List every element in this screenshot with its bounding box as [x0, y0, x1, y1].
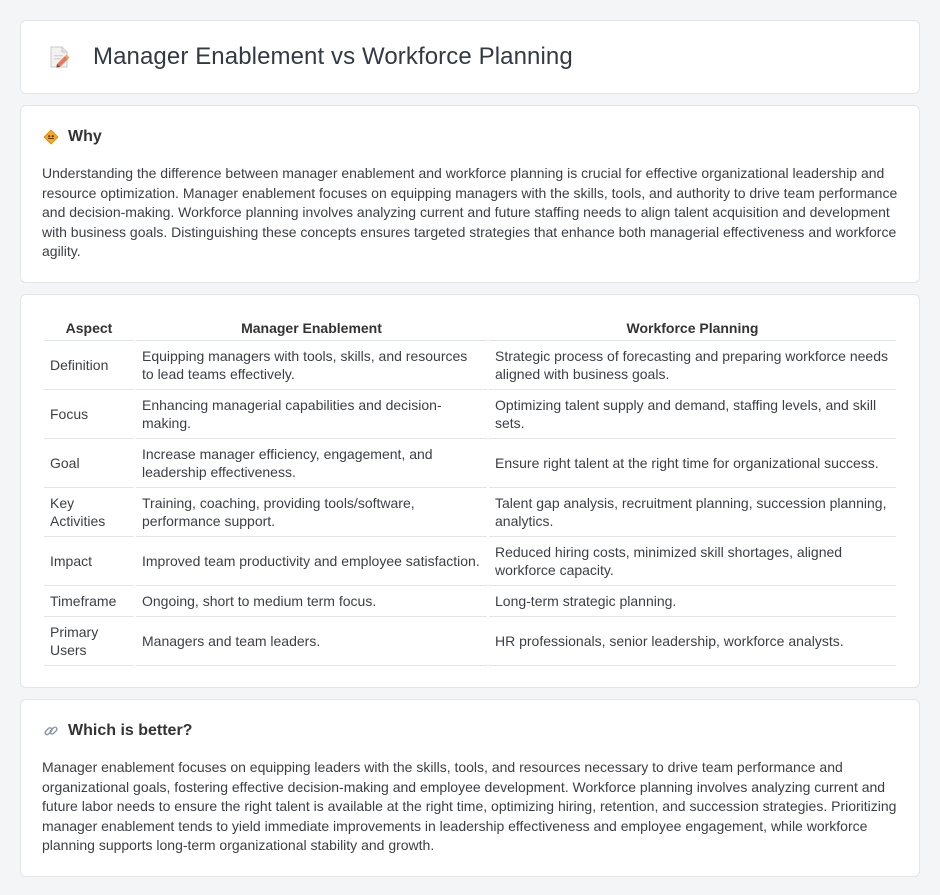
- comparison-table: [42, 315, 898, 666]
- row-manager-enablement: Increase manager efficiency, engagement, and leadership effectiveness.: [136, 439, 487, 488]
- table-row: [44, 586, 896, 617]
- table-row: [44, 341, 896, 390]
- better-header: [42, 722, 898, 740]
- row-aspect: Impact: [44, 537, 134, 586]
- better-title: Which is better?: [68, 722, 193, 739]
- header-aspect: Aspect: [44, 315, 134, 341]
- row-workforce-planning: Talent gap analysis, recruitment planning, succession planning, analytics.: [489, 488, 896, 537]
- row-workforce-planning: Long-term strategic planning.: [489, 586, 896, 617]
- row-manager-enablement: Ongoing, short to medium term focus.: [136, 586, 487, 617]
- table-row: [44, 439, 896, 488]
- row-workforce-planning: Reduced hiring costs, minimized skill shortages, aligned workforce capacity.: [489, 537, 896, 586]
- row-aspect: Goal: [44, 439, 134, 488]
- diamond-sign-icon: [42, 128, 60, 146]
- table-row: [44, 537, 896, 586]
- row-manager-enablement: Equipping managers with tools, skills, and resources to lead teams effectively.: [136, 341, 487, 390]
- table-row: [44, 488, 896, 537]
- row-manager-enablement: Improved team productivity and employee satisfaction.: [136, 537, 487, 586]
- row-aspect: Timeframe: [44, 586, 134, 617]
- header-manager-enablement: Manager Enablement: [136, 315, 487, 341]
- why-header: [42, 128, 898, 146]
- link-icon: [42, 722, 60, 740]
- row-manager-enablement: Enhancing managerial capabilities and decision-making.: [136, 390, 487, 439]
- row-workforce-planning: Strategic process of forecasting and preparing workforce needs aligned with business goals.: [489, 341, 896, 390]
- row-aspect: Definition: [44, 341, 134, 390]
- row-workforce-planning: HR professionals, senior leadership, workforce analysts.: [489, 617, 896, 666]
- row-workforce-planning: Ensure right talent at the right time for organizational success.: [489, 439, 896, 488]
- page-title: Manager Enablement vs Workforce Planning: [93, 43, 573, 70]
- table-row: [44, 617, 896, 666]
- row-aspect: Key Activities: [44, 488, 134, 537]
- row-manager-enablement: Training, coaching, providing tools/software, performance support.: [136, 488, 487, 537]
- table-row: [44, 390, 896, 439]
- row-manager-enablement: Managers and team leaders.: [136, 617, 487, 666]
- row-aspect: Focus: [44, 390, 134, 439]
- why-section: [20, 105, 920, 283]
- header-workforce-planning: Workforce Planning: [489, 315, 896, 341]
- why-text: Understanding the difference between manager enablement and workforce planning is crucial for effective organizational leadership and resource optimization. Manager enablement focuses on equipping managers with the skills, tools, and authority to drive team performance and decision-making. Workforce planning involves analyzing current and future staffing needs to align talent acquisition and development with business goals. Distinguishing these concepts ensures targeted strategies that enhance both managerial effectiveness and workforce agility.: [42, 165, 898, 260]
- row-workforce-planning: Optimizing talent supply and demand, staffing levels, and skill sets.: [489, 390, 896, 439]
- document-pencil-icon: [45, 43, 73, 71]
- better-text: Manager enablement focuses on equipping leaders with the skills, tools, and resources necessary to drive team performance and organizational goals, fostering effective decision-making and employee development. Workforce planning involves analyzing current and future labor needs to ensure the right talent is available at the right time, optimizing hiring, retention, and succession strategies. Prioritizing manager enablement tends to yield immediate improvements in leadership effectiveness and employee engagement, while workforce planning supports long-term organizational stability and growth.: [42, 759, 897, 854]
- header-card: [20, 20, 920, 94]
- table-header-row: [44, 315, 896, 341]
- comparison-table-card: [20, 294, 920, 688]
- which-is-better-section: [20, 699, 920, 877]
- why-title: Why: [68, 128, 102, 145]
- row-aspect: Primary Users: [44, 617, 134, 666]
